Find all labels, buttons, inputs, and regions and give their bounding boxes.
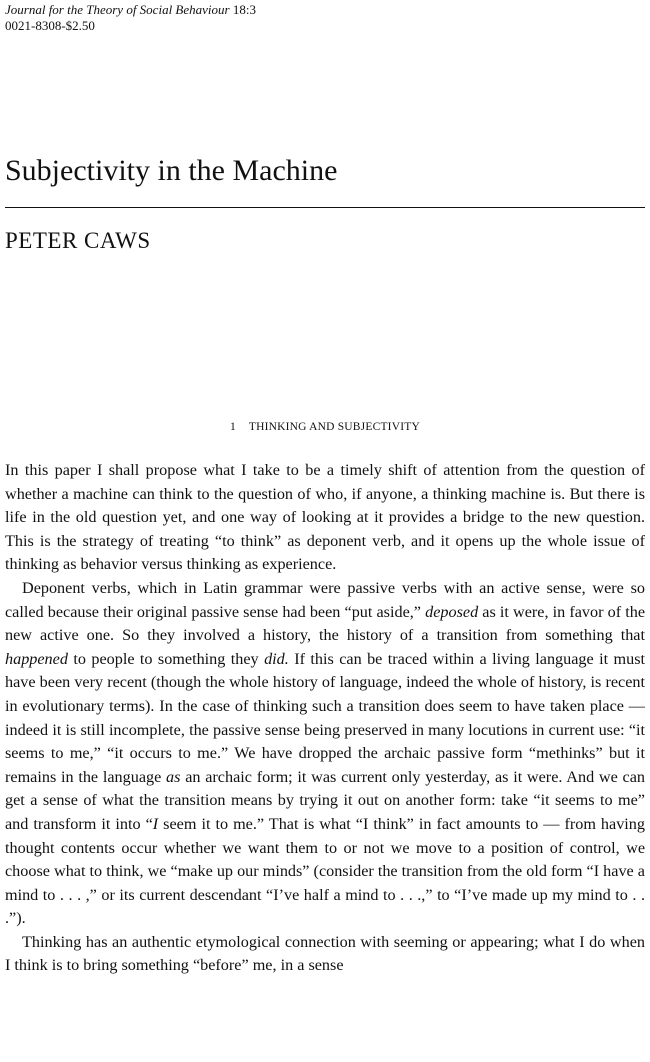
emphasis-deposed: deposed	[425, 602, 479, 621]
paragraph-2	[5, 577, 645, 931]
article-title: Subjectivity in the Machine	[5, 154, 338, 187]
paragraph-2-text: seem it to me.” That is what “I think” in fact amounts to — from having thought contents occur whether we want them to or not we move to a position of control, we choose what to think, we “make up our minds” (consider the transition from the old form “I have a mind to . . . ,” or its current descendant “I’ve half a mind to . . .,” to “I’ve made up my mind to . . .”).	[5, 814, 645, 928]
paragraph-2-text: If this can be traced within a living language it must have been very recent (though the whole history of language, indeed the whole of history, is recent in evolutionary terms). In the case of thinking such a transition does seem to have taken place — indeed it is still incomplete, the passive sense being preserved in many locutions in current use: “it seems to me,” “it occurs to me.” We have dropped the archaic passive form “methinks” but it remains in the language	[5, 649, 645, 786]
title-rule	[5, 207, 645, 208]
emphasis-happened: happened	[5, 649, 68, 668]
article-body	[5, 459, 645, 978]
emphasis-i: I	[152, 814, 159, 833]
section-number: 1	[230, 421, 236, 433]
paragraph-2-text: Deponent verbs, which in Latin grammar were passive verbs with an active sense, were so called because their original passive sense had been “put aside,”	[5, 578, 645, 621]
paragraph-2-text: as it were, in favor of the new active one. So they involved a history, the history of a transition from something that	[5, 602, 646, 645]
emphasis-as: as	[166, 767, 181, 786]
emphasis-did: did.	[264, 649, 289, 668]
paragraph-2-text: to people to something they	[67, 649, 265, 668]
section-title: THINKING AND SUBJECTIVITY	[248, 421, 420, 433]
journal-header	[5, 2, 256, 34]
journal-citation	[5, 2, 256, 18]
journal-name: Journal for the Theory of Social Behaviour	[5, 2, 230, 17]
section-heading	[0, 419, 650, 435]
journal-volume-issue: 18:3	[232, 2, 256, 17]
paragraph-1: In this paper I shall propose what I take to be a timely shift of attention from the question of whether a machine can think to the question of who, if anyone, a thinking machine is. But there is life in the old question yet, and one way of looking at it provides a bridge to the new question. This is the strategy of treating “to think” as deponent verb, and it opens up the whole issue of thinking as behavior versus thinking as experience.	[5, 461, 645, 574]
journal-code: 0021-8308-$2.50	[5, 18, 95, 33]
paragraph-3: Thinking has an authentic etymological connection with seeming or appearing; what I do when I think is to bring something “before” me, in a sense	[5, 932, 645, 975]
paragraph-2-text: an archaic form; it was current only yesterday, as it were. And we can get a sense of what the transition means by trying it out on another form: take “it seems to me” and transform it into “	[5, 767, 646, 833]
author-name: PETER CAWS	[5, 228, 151, 253]
